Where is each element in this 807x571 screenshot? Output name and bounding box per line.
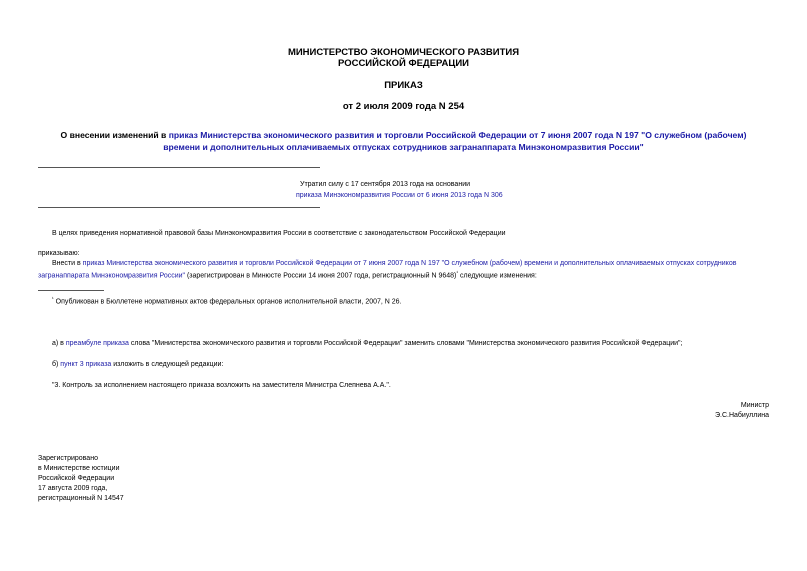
footnote-text: Опубликован в Бюллетене нормативных актов федеральных органов исполнительной власти, 2007, N 26. [55, 298, 402, 306]
footnote [52, 295, 772, 306]
registration-line2: в Министерстве юстиции [38, 465, 120, 472]
footnote-rule [38, 290, 104, 291]
amend-pre: Внести в [52, 260, 83, 267]
registration-line3: Российской Федерации [38, 475, 115, 482]
item-b-pre: б) [52, 361, 61, 368]
amend-tail: следующие изменения: [458, 272, 537, 280]
item-quote: "3. Контроль за исполнением настоящего приказа возложить на заместителя Министра Слепнева А.А.". [52, 382, 391, 389]
title-prefix: О внесении изменений в [60, 130, 169, 140]
footnote-marker: ¹ [52, 296, 54, 302]
title-link-line2[interactable]: времени и дополнительных оплачиваемых отпусках сотрудников загранаппарата Минэкономразвития России" [163, 142, 644, 152]
item-a-link[interactable]: преамбуле приказа [65, 340, 129, 347]
status-top-rule [38, 167, 320, 168]
ministry-line1: МИНИСТЕРСТВО ЭКОНОМИЧЕСКОГО РАЗВИТИЯ [287, 47, 520, 58]
signature-position: Министр [740, 402, 769, 409]
doc-date: от 2 июля 2009 года N 254 [342, 101, 465, 112]
registration-line5: регистрационный N 14547 [38, 495, 124, 502]
amend-link-line2[interactable]: загранаппарата Минэкономразвития России" [38, 272, 186, 280]
paragraph-amend-line1 [52, 259, 772, 268]
paragraph-order: приказываю: [38, 250, 80, 257]
ministry-line2: РОССИЙСКОЙ ФЕДЕРАЦИИ [337, 58, 469, 69]
status-bottom-rule [38, 207, 320, 208]
registration-line4: 17 августа 2009 года, [38, 485, 108, 492]
paragraph-purpose: В целях приведения нормативной правовой базы Минэкономразвития России в соответствие с законодательством Российской Федерации [52, 230, 506, 237]
amend-link-line1[interactable]: приказ Министерства экономического развития и торговли Российской Федерации от 7 июня 2007 года N 197 "О служебном (рабочем) времени и дополнительных оплачиваемых отпусках сотрудников [82, 260, 737, 267]
footnote-ref: ¹ [456, 270, 459, 276]
signature-name: Э.С.Набиуллина [714, 412, 769, 419]
item-a [52, 339, 772, 348]
title-link-line1[interactable]: приказ Министерства экономического развития и торговли Российской Федерации от 7 июня 2007 года N 197 "О служебном (рабочем) [168, 130, 747, 140]
doc-type: ПРИКАЗ [384, 80, 423, 91]
item-b [52, 360, 772, 369]
item-a-post: слова "Министерства экономического развития и торговли Российской Федерации" заменить словами "Министерства экономического развития Российской Федерации"; [128, 340, 683, 347]
status-line2 [296, 191, 616, 200]
registration-line1: Зарегистрировано [38, 455, 98, 462]
status-line1: Утратил силу с 17 сентября 2013 года на основании [300, 181, 471, 188]
amend-post: (зарегистрирован в Минюсте России 14 июня 2007 года, регистрационный N 9648) [185, 272, 457, 280]
item-b-post: изложить в следующей редакции: [111, 361, 224, 368]
status-repeal-link[interactable]: приказа Минэкономразвития России от 6 июня 2013 года N 306 [296, 192, 503, 199]
item-b-link[interactable]: пункт 3 приказа [60, 361, 112, 368]
title-line1 [0, 129, 807, 141]
document-title [0, 129, 807, 153]
item-a-pre: а) в [52, 340, 66, 347]
paragraph-amend-line2 [38, 269, 778, 280]
title-line2 [0, 141, 807, 153]
